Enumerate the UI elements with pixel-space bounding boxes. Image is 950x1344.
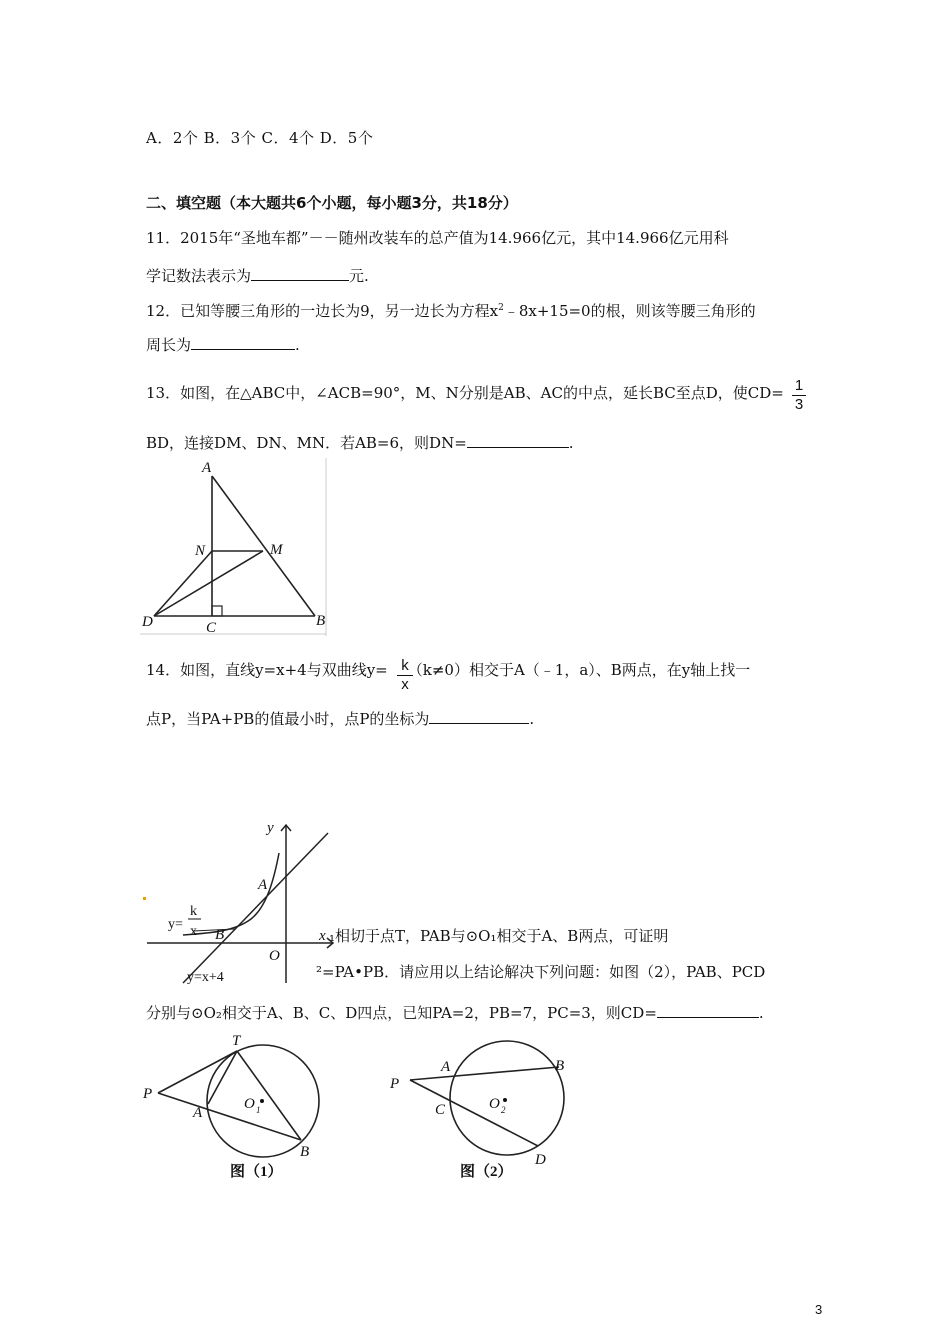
q15-line2: ²=PA•PB．请应用以上结论解决下列问题：如图（2），PAB、PCD [316, 963, 766, 981]
q14-text-c: 点P，当PA+PB的值最小时，点P的坐标为 [146, 710, 430, 728]
q15-figure-1 [140, 1028, 330, 1188]
q13-frac-den: 3 [794, 396, 804, 413]
q11-blank[interactable] [251, 265, 349, 281]
fig2-label-a: A [441, 1059, 451, 1075]
label-a: A [202, 460, 212, 476]
q14-graph-figure [143, 815, 343, 990]
segment-dm [154, 551, 263, 616]
fig2-label-p: P [390, 1076, 400, 1092]
secant-pab [158, 1093, 301, 1140]
label-m: M [270, 542, 283, 558]
q11-text: 学记数法表示为 [146, 267, 252, 285]
fig1-label-b: B [300, 1144, 310, 1160]
q13-frac-num: 1 [792, 377, 806, 396]
label-n: N [195, 543, 206, 559]
secant-pcd [410, 1080, 538, 1146]
q11-line1: 11．2015年“圣地车都”－－随州改装车的总产值为14.966亿元，其中14.966亿元用科 [146, 229, 729, 247]
page-number: 3 [815, 1302, 823, 1317]
curve-eq-prefix: y= [168, 917, 183, 932]
q14-text-b: （k≠0）相交于A（﹣1，a）、B两点，在y轴上找一 [407, 661, 751, 679]
q15-figure-2 [385, 1028, 585, 1188]
fig2-label-o: O [489, 1096, 500, 1112]
q13-fraction [792, 377, 806, 414]
secant-pab [410, 1067, 559, 1080]
q11-suffix: 元. [349, 267, 369, 285]
fig2-caption: 图（2） [460, 1164, 513, 1180]
curve-eq-den: x [190, 924, 197, 939]
fig1-label-t: T [232, 1033, 241, 1049]
segment-ab [212, 476, 315, 616]
q14-line2 [146, 708, 534, 729]
fig1-label-a: A [193, 1105, 203, 1121]
circle-o2 [450, 1041, 564, 1155]
label-y-axis: y [267, 820, 274, 836]
q12-line1 [146, 298, 756, 321]
q13-blank[interactable] [467, 432, 569, 448]
q14-blank[interactable] [429, 708, 529, 724]
fig2-label-b: B [555, 1058, 565, 1074]
q14-suffix: . [529, 710, 535, 728]
segment-dn [154, 551, 212, 616]
label-d: D [142, 614, 153, 630]
q13-triangle-figure [140, 458, 330, 636]
q12-blank[interactable] [191, 334, 295, 350]
q15-line3 [146, 1002, 764, 1023]
section-title: 二、填空题（本大题共6个小题，每小题3分，共18分） [146, 194, 518, 212]
q14-line1 [146, 660, 750, 680]
q15-blank[interactable] [657, 1002, 759, 1018]
q12-text-c: 周长为 [146, 336, 192, 354]
q11-line2 [146, 265, 369, 286]
fig1-label-o-sub: 1 [256, 1105, 261, 1115]
label-x-axis: x [319, 928, 326, 944]
q14-frac-num: k [397, 657, 413, 676]
curve-eq-num: k [190, 904, 197, 919]
q15-line1: ₁相切于点T，PAB与⊙O₁相交于A、B两点，可证明 [329, 927, 669, 945]
q13-line2 [146, 432, 574, 453]
q10-options: A．2个 B．3个 C．4个 D．5个 [146, 129, 374, 147]
fig2-label-c: C [435, 1102, 446, 1118]
q14-fraction [397, 657, 413, 694]
q15-suffix: . [758, 1004, 764, 1022]
fig1-label-o: O [244, 1096, 255, 1112]
right-angle-mark [212, 606, 222, 616]
hyperbola-curve [183, 853, 279, 935]
line-y-x-plus-4 [183, 833, 328, 983]
q15-text: 分别与⊙O₂相交于A、B、C、D四点，已知PA=2，PB=7，PC=3，则CD= [146, 1004, 657, 1022]
q13-text: BD，连接DM、DN、MN．若AB=6，则DN= [146, 434, 467, 452]
q12-line2 [146, 334, 300, 355]
fig2-label-d: D [535, 1152, 546, 1168]
q12-sup: 2 [498, 303, 504, 313]
label-b: B [316, 613, 326, 629]
q12-text-a: 12．已知等腰三角形的一边长为9，另一边长为方程x [146, 302, 499, 320]
fig1-label-p: P [143, 1086, 153, 1102]
fig1-caption: 图（1） [230, 1164, 283, 1180]
q13-suffix: . [568, 434, 574, 452]
q13-line1: 13．如图，在△ABC中，∠ACB=90°，M、N分别是AB、AC的中点，延长BC至点D，使CD= [146, 384, 784, 402]
center-o2 [503, 1098, 507, 1102]
label-point-a: A [258, 877, 268, 893]
line-eq-label: y=x+4 [187, 970, 224, 985]
center-o1 [260, 1099, 264, 1103]
q12-text-b: ﹣8x+15=0的根，则该等腰三角形的 [503, 302, 756, 320]
q14-frac-den: x [401, 676, 409, 693]
q12-suffix: . [295, 336, 300, 354]
fig2-label-o-sub: 2 [501, 1105, 506, 1115]
label-origin: O [269, 948, 280, 964]
q14-text-a: 14．如图，直线y=x+4与双曲线y= [146, 661, 388, 679]
label-c: C [206, 620, 217, 636]
label-point-b: B [215, 927, 225, 943]
